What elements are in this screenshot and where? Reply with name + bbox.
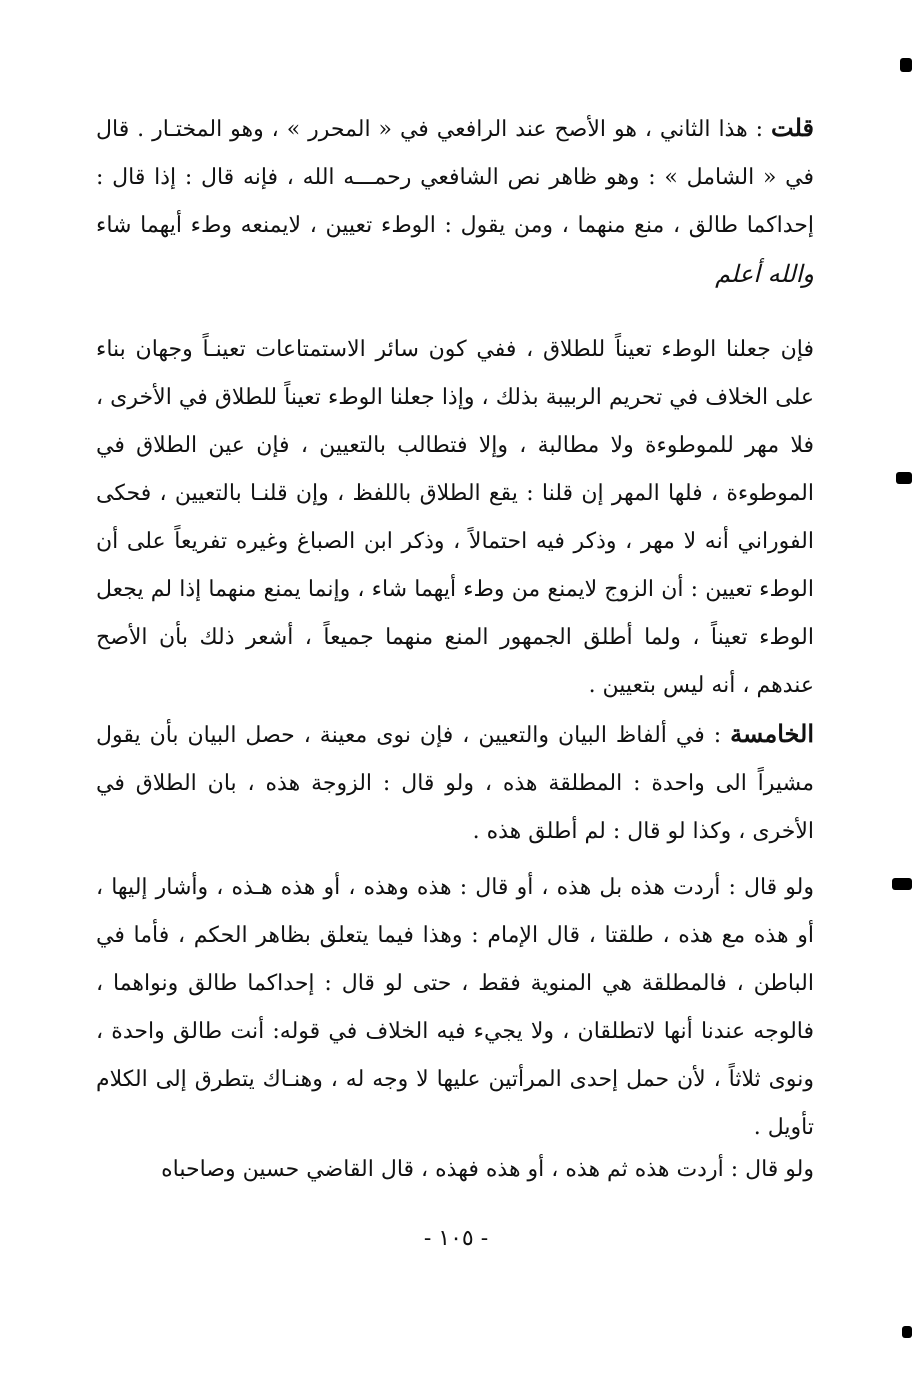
paragraph-law-qala-bal [96, 864, 814, 1152]
paragraph-wat-tayin [96, 326, 814, 710]
paragraph-lead-word: الخامسة [730, 719, 814, 748]
paragraph-al-khamisa [96, 710, 814, 856]
paragraph-body: ولو قال : أردت هذه ثم هذه ، أو هذه فهذه ، قال القاضي حسين وصاحباه [161, 1157, 814, 1182]
paragraph-1-text [96, 104, 814, 300]
scan-edge-mark [902, 1326, 912, 1338]
scan-edge-mark [892, 878, 912, 890]
paragraph-law-qala-thumma [96, 1146, 814, 1194]
scan-edge-mark [896, 472, 912, 484]
paragraph-body: : في ألفاظ البيان والتعيين ، فإن نوى معينة ، حصل البيان بأن يقول مشيراً الى واحدة : المطلقة هذه ، ولو قال : الزوجة هذه ، بان الطلاق في الأخرى ، وكذا لو قال : لم أطلق هذه . [96, 723, 814, 844]
paragraph-3-text [96, 710, 814, 856]
paragraph-body: فإن جعلنا الوطء تعيناً للطلاق ، ففي كون سائر الاستمتاعات تعينـاً وجهان بناء على الخلاف في تحريم الربيبة بذلك ، وإذا جعلنا الوطء تعيناً للطلاق في الأخرى ، فلا مهر للموطوءة ولا مطالبة ، وإلا فتطالب بالتعيين ، فإن عين الطلاق في الموطوءة ، فلها المهر إن قلنا : يقع الطلاق باللفظ ، وإن قلنـا بالتعيين ، فحكى الفوراني أنه لا مهر ، وذكر فيه احتمالاً ، وذكر ابن الصباغ وغيره تفريعاً على أن الوطء تعيين : أن الزوج لايمنع من وطء أيهما شاء ، وإنما يمنع منهما إذا لم يجعل الوطء تعيناً ، ولما أطلق الجمهور المنع منهما جميعاً ، أشعر ذلك بأن الأصح عندهم ، أنه ليس بتعيين . [96, 337, 814, 698]
page-number: - ١٠٥ - [423, 1226, 489, 1251]
paragraph-body: ولو قال : أردت هذه بل هذه ، أو قال : هذه وهذه ، أو هذه هـذه ، وأشار إليها ، أو هذه مع هذه ، طلقتا ، قال الإمام : وهذا فيما يتعلق بظاهر الحكم ، فأما في الباطن ، فالمطلقة هي المنوية فقط ، حتى لو قال : إحداكما طالق ونواهما ، فالوجه عندنا أنها لاتطلقان ، ولا يجيء فيه الخلاف في قوله: أنت طالق واحدة ، ونوى ثلاثاً ، لأن حمل إحدى المرأتين عليها لا وجه له ، وهنـاك يتطرق إلى الكلام تأويل . [96, 875, 814, 1140]
paragraph-qultu [96, 104, 814, 300]
scan-edge-mark [900, 58, 912, 72]
paragraph-lead-word: قلت [771, 113, 814, 142]
paragraph-body: : هذا الثاني ، هو الأصح عند الرافعي في « المحرر » ، وهو المختـار . قال في « الشامل » : وهو ظاهر نص الشافعي رحمـــه الله ، فإنه قال : إذا قال : إحداكما طالق ، منع منهما ، ومن يقول : الوطء تعيين ، لايمنعه وطء أيهما شاء [96, 117, 814, 238]
closing-formula: والله أعلم [715, 260, 814, 288]
